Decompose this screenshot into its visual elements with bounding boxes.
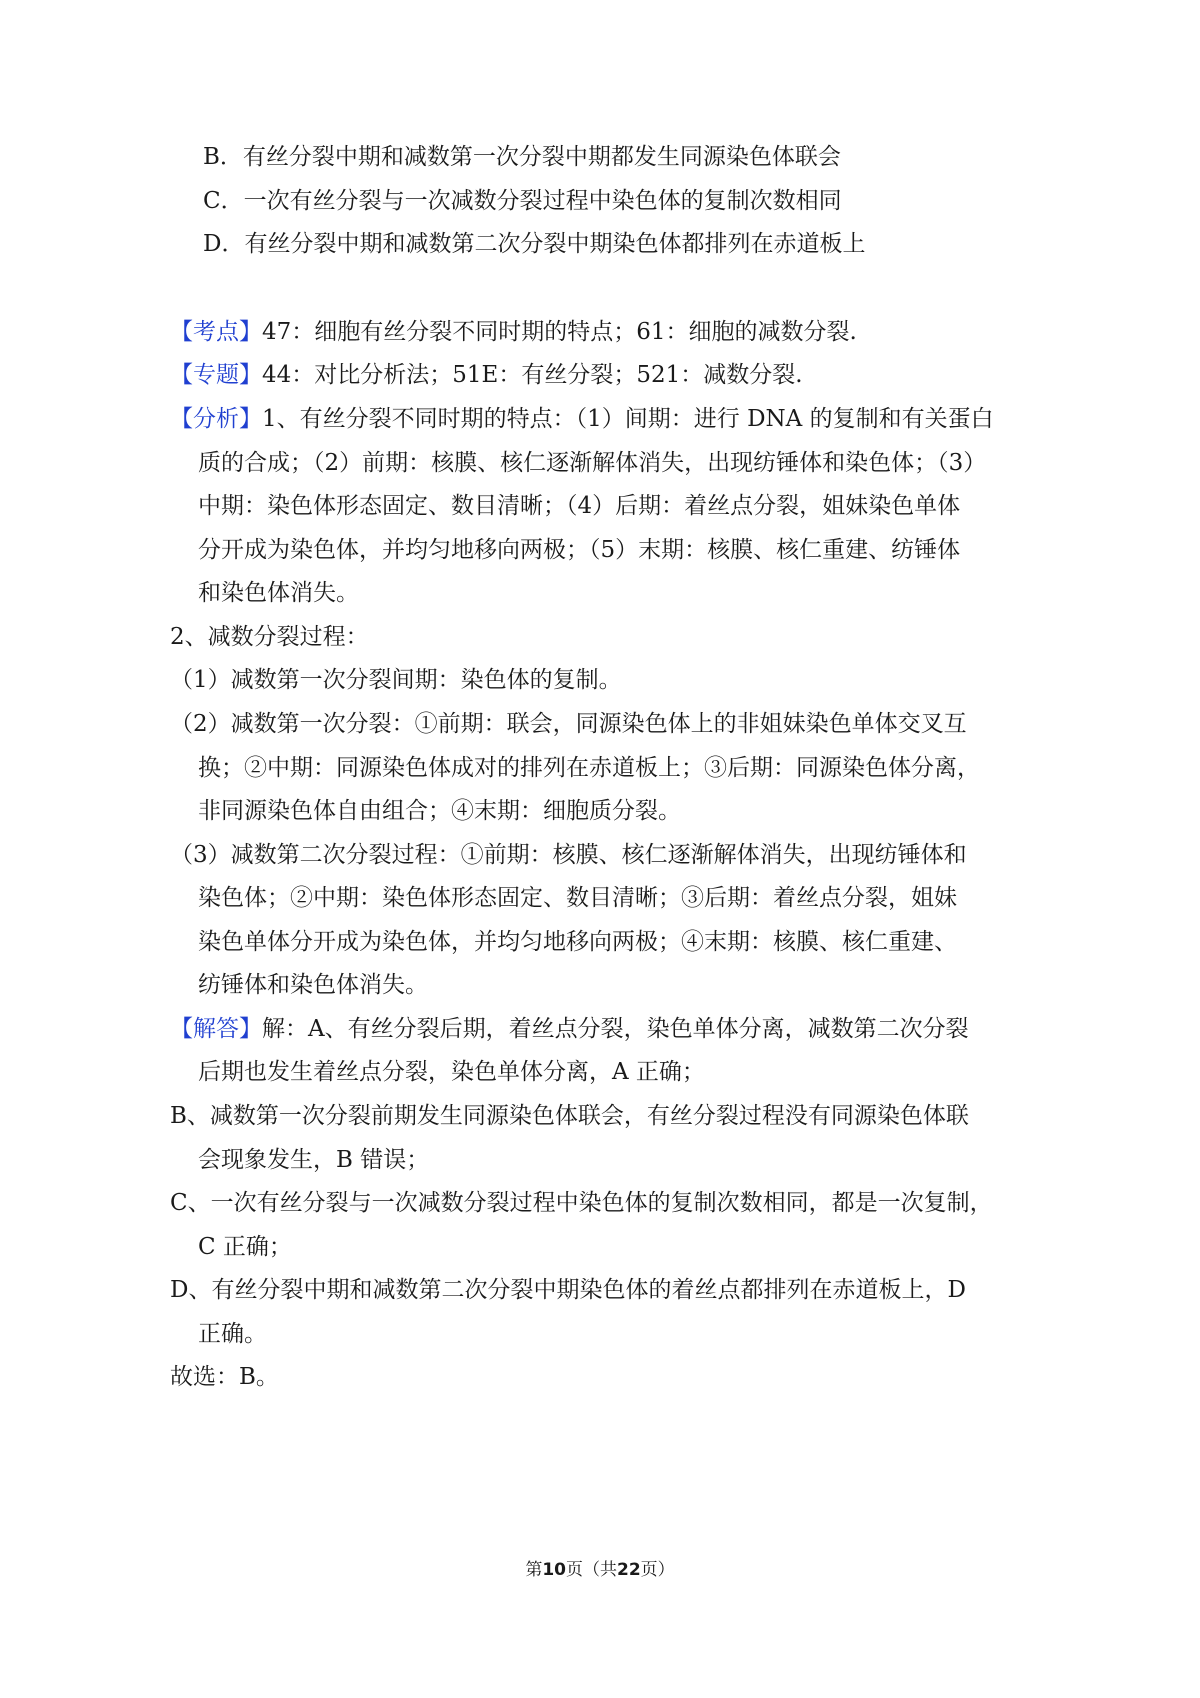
- fenxi-text-8: （2）减数第一次分裂：①前期：联会，同源染色体上的非姐妹染色单体交叉互: [170, 711, 967, 737]
- jieda-text-4: 会现象发生，B 错误；: [198, 1147, 430, 1173]
- fenxi-text-5: 和染色体消失。: [198, 580, 359, 606]
- fenxi-text-12: 染色体；②中期：染色体形态固定、数目清晰；③后期：着丝点分裂，姐妹: [198, 885, 957, 911]
- option-c: C．一次有丝分裂与一次减数分裂过程中染色体的复制次数相同: [203, 188, 842, 214]
- fenxi-text-14: 纺锤体和染色体消失。: [198, 972, 428, 998]
- jieda-text-6: C 正确；: [198, 1234, 292, 1260]
- jieda-text-1: 解：A、有丝分裂后期，着丝点分裂，染色单体分离，减数第二次分裂: [262, 1016, 969, 1042]
- fenxi-text-6: 2、减数分裂过程：: [170, 624, 369, 650]
- jieda-text-3: B、减数第一次分裂前期发生同源染色体联会，有丝分裂过程没有同源染色体联: [170, 1103, 969, 1129]
- jieda-line-1: [170, 1013, 969, 1045]
- jieda-text-5: C、一次有丝分裂与一次减数分裂过程中染色体的复制次数相同，都是一次复制，: [170, 1190, 993, 1216]
- fenxi-line-1: [170, 403, 994, 435]
- footer-middle: 页（共: [566, 1560, 617, 1580]
- jieda-text-9: 故选：B。: [170, 1364, 279, 1390]
- fenxi-text-13: 染色单体分开成为染色体，并均匀地移向两极；④末期：核膜、核仁重建、: [198, 929, 957, 955]
- fenxi-text-11: （3）减数第二次分裂过程：①前期：核膜、核仁逐渐解体消失，出现纺锤体和: [170, 842, 967, 868]
- fenxi-text-1: 1、有丝分裂不同时期的特点：（1）间期：进行 DNA 的复制和有关蛋白: [262, 406, 994, 432]
- fenxi-text-10: 非同源染色体自由组合；④末期：细胞质分裂。: [198, 798, 681, 824]
- fenxi-text-2: 质的合成；（2）前期：核膜、核仁逐渐解体消失，出现纺锤体和染色体；（3）: [198, 450, 987, 476]
- zhuanti-line: [170, 359, 803, 391]
- jieda-text-2: 后期也发生着丝点分裂，染色单体分离，A 正确；: [198, 1059, 705, 1085]
- jieda-text-8: 正确。: [198, 1321, 267, 1347]
- page-footer: [0, 1558, 1200, 1582]
- option-d: D．有丝分裂中期和减数第二次分裂中期染色体都排列在赤道板上: [203, 231, 866, 257]
- fenxi-text-3: 中期：染色体形态固定、数目清晰；（4）后期：着丝点分裂，姐妹染色单体: [198, 493, 961, 519]
- kaodian-line: [170, 316, 857, 348]
- fenxi-tag: 【分析】: [170, 406, 262, 432]
- footer-total-pages: 22: [617, 1560, 641, 1580]
- zhuanti-text: 44：对比分析法；51E：有丝分裂；521：减数分裂.: [262, 362, 803, 388]
- footer-page-number: 10: [542, 1560, 566, 1580]
- kaodian-tag: 【考点】: [170, 319, 262, 345]
- zhuanti-tag: 【专题】: [170, 362, 262, 388]
- jieda-text-7: D、有丝分裂中期和减数第二次分裂中期染色体的着丝点都排列在赤道板上，D: [170, 1277, 966, 1303]
- fenxi-text-4: 分开成为染色体，并均匀地移向两极；（5）末期：核膜、核仁重建、纺锤体: [198, 537, 961, 563]
- option-b: B．有丝分裂中期和减数第一次分裂中期都发生同源染色体联会: [203, 144, 841, 170]
- fenxi-text-7: （1）减数第一次分裂间期：染色体的复制。: [170, 667, 622, 693]
- kaodian-text: 47：细胞有丝分裂不同时期的特点；61：细胞的减数分裂.: [262, 319, 857, 345]
- footer-suffix: 页）: [640, 1560, 675, 1580]
- footer-prefix: 第: [525, 1560, 543, 1580]
- jieda-tag: 【解答】: [170, 1016, 262, 1042]
- fenxi-text-9: 换；②中期：同源染色体成对的排列在赤道板上；③后期：同源染色体分离，: [198, 755, 980, 781]
